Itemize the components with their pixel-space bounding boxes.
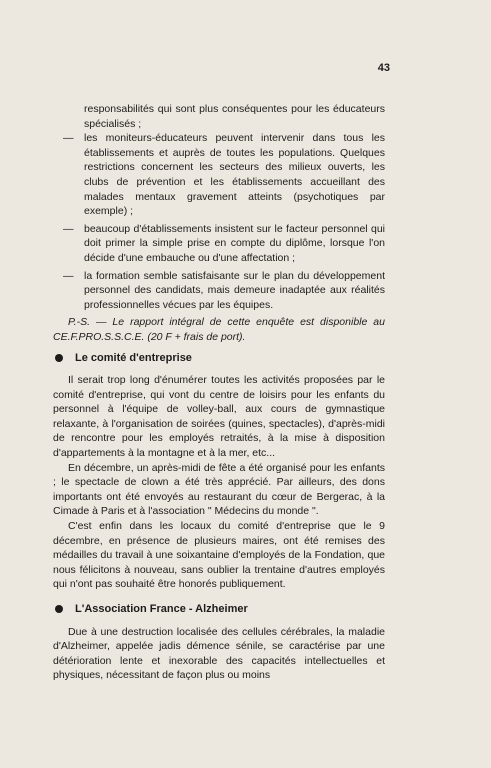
postscript-note: P.-S. — Le rapport intégral de cette enquête est disponible au CE.F.PRO.S.S.C.E. (20 F + frais de port). bbox=[53, 316, 385, 343]
paragraph: Il serait trop long d'énumérer toutes les activités proposées par le comité d'entreprise, qui vont du centre de loisirs pour les enfants du personnel à l'équipe de volley-ball, aux cours de gymnastique relaxante, à l'organisation de soirées (quines, spectacles), d'après-midi de rencontre pour les employés retraités, à la mise à disposition d'appartements à la montagne et à la mer, etc... bbox=[53, 374, 385, 460]
list-item-continuation: responsabilités qui sont plus conséquentes pour les éducateurs spécialisés ; bbox=[84, 103, 385, 130]
list-item-text: les moniteurs-éducateurs peuvent intervenir dans tous les établissements et auprès de toutes les populations. Quelques restrictions concernent les secteurs des milieux ouverts, les clubs de prévention et les établissements accueillant des malades mentaux gravement atteints (psychotiques par exemple) ; bbox=[84, 132, 385, 218]
dash-bullet: — bbox=[63, 132, 74, 145]
list-item-text: beaucoup d'établissements insistent sur le facteur personnel qui doit primer la simple prise en compte du diplôme, lorsque l'on décide d'une embauche ou d'une affectation ; bbox=[84, 222, 385, 264]
section-heading bbox=[53, 602, 385, 617]
section-heading-text: L'Association France - Alzheimer bbox=[75, 603, 248, 615]
list-item-text: la formation semble satisfaisante sur le plan du développement personnel des candidats, mais demeure inadaptée aux réalités professionnelles vécues par les équipes. bbox=[84, 269, 385, 311]
list-item bbox=[53, 222, 385, 266]
paragraph: En décembre, un après-midi de fête a été organisé pour les enfants ; le spectacle de clown a été très apprécié. Par ailleurs, des dons importants ont été envoyés au restaurant du cœur de Bergerac, à la Cimade à Paris et à l'association " Médecins du monde ". bbox=[53, 461, 385, 518]
list-item bbox=[53, 269, 385, 313]
bullet-dot-icon bbox=[55, 605, 63, 613]
page-number: 43 bbox=[377, 62, 390, 74]
list-item bbox=[53, 131, 385, 219]
section-heading-text: Le comité d'entreprise bbox=[75, 351, 192, 364]
section-heading bbox=[53, 351, 385, 366]
paragraph: Due à une destruction localisée des cellules cérébrales, la maladie d'Alzheimer, appelée jadis démence sénile, se caractérise par une détérioration lente et inexorable des capacités intellectuelles et physiques, nécessitant de façon plus ou moins bbox=[53, 625, 385, 682]
paragraph: C'est enfin dans les locaux du comité d'entreprise que le 9 décembre, en présence de plusieurs maires, ont été remises des médailles du travail à une soixantaine d'employés de la Fondation, que nous félicitons à nouveau, sans oublier la trentaine d'autres employés qui n'ont pas souhaité être honorés publiquement. bbox=[53, 520, 385, 591]
text-column bbox=[53, 102, 385, 683]
bullet-dot-icon bbox=[55, 354, 63, 362]
dash-bullet: — bbox=[63, 222, 74, 235]
dash-bullet: — bbox=[63, 269, 74, 282]
